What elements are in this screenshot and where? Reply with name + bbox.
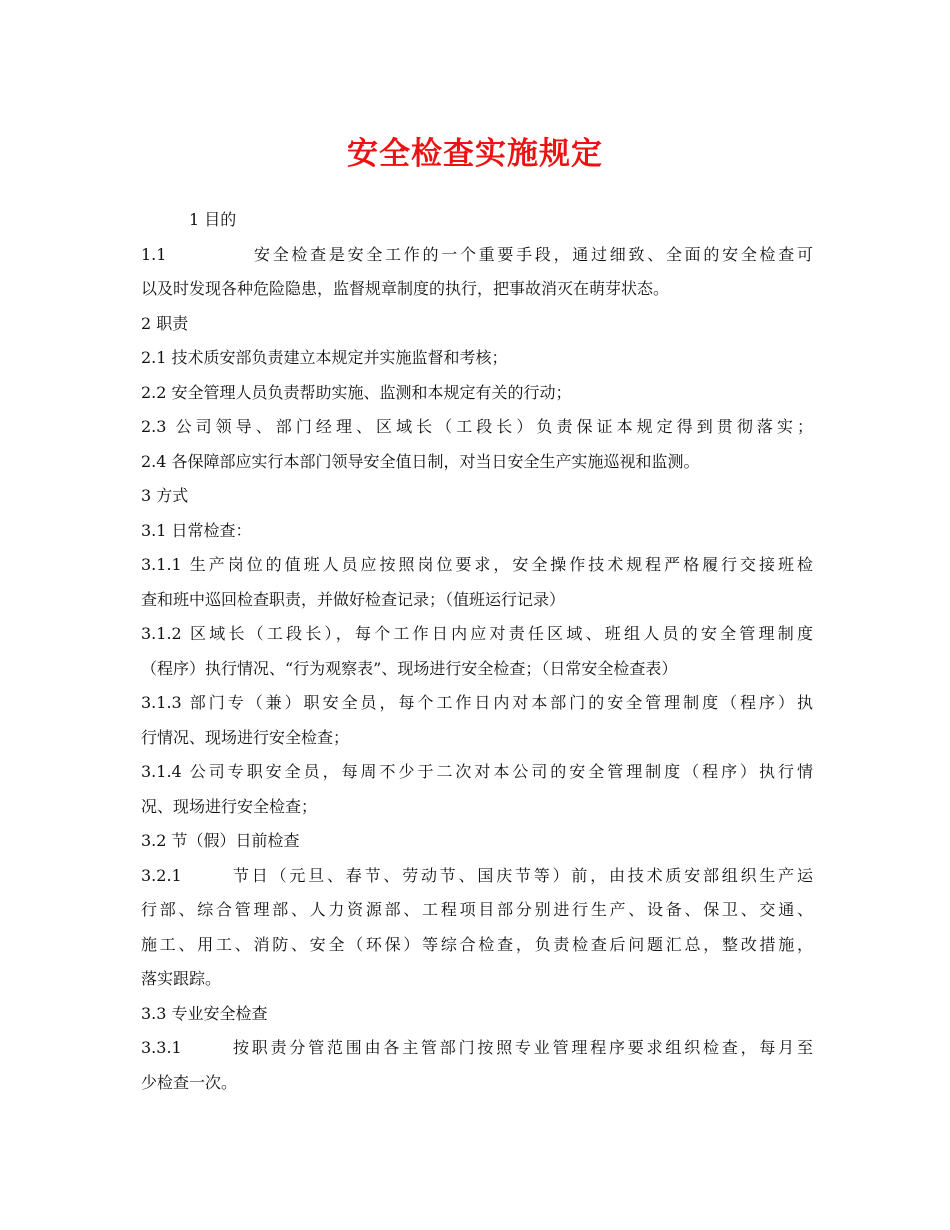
paragraph-line: 行情况、现场进行安全检查； <box>141 727 350 747</box>
section-heading-purpose: 1 目的 <box>189 210 237 229</box>
paragraph-line: 况、现场进行安全检查； <box>141 796 318 816</box>
document-body <box>141 203 813 1100</box>
paragraph-line: 施工、用工、消防、安全（环保）等综合检查，负责检查后问题汇总，整改措施， <box>141 934 813 954</box>
clause-3-1-4: 3.1.4 公司专职安全员，每周不少于二次对本公司的安全管理制度（程序）执行情 <box>141 762 813 781</box>
clause-2-1: 2.1 技术质安部负责建立本规定并实施监督和考核； <box>141 348 508 367</box>
paragraph-line: 落实跟踪。 <box>141 969 222 988</box>
clause-3-1-2: 3.1.2 区域长（工段长），每个工作日内应对责任区域、班组人员的安全管理制度 <box>141 624 813 643</box>
paragraph-line: （程序）执行情况、“行为观察表”、现场进行安全检查；（日常安全检查表） <box>141 658 678 678</box>
clause-3-1-3: 3.1.3 部门专（兼）职安全员，每个工作日内对本部门的安全管理制度（程序）执 <box>141 693 813 712</box>
clause-3-3-1 <box>141 1031 813 1066</box>
document-title: 安全检查实施规定 <box>347 136 603 172</box>
paragraph-line: 查和班中巡回检查职责，并做好检查记录；（值班运行记录） <box>141 589 566 609</box>
clause-3-1-1: 3.1.1 生产岗位的值班人员应按照岗位要求，安全操作技术规程严格履行交接班检 <box>141 555 813 574</box>
clause-2-4: 2.4 各保障部应实行本部门领导安全值日制，对当日安全生产实施巡视和监测。 <box>141 451 700 471</box>
clause-3-2-1 <box>141 859 813 894</box>
section-heading-duties: 2 职责 <box>141 313 189 333</box>
clause-number: 1.1 <box>141 244 167 264</box>
clause-3-3: 3.3 专业安全检查 <box>141 1003 268 1023</box>
section-heading-methods: 3 方式 <box>141 486 189 505</box>
clause-2-2: 2.2 安全管理人员负责帮助实施、监测和本规定有关的行动； <box>141 382 572 402</box>
clause-number: 3.2.1 <box>141 865 182 885</box>
clause-number: 3.3.1 <box>141 1038 182 1057</box>
paragraph-line: 少检查一次。 <box>141 1072 238 1092</box>
clause-3-2: 3.2 节（假）日前检查 <box>141 831 300 850</box>
clause-text: 节日（元旦、春节、劳动节、国庆节等）前，由技术质安部组织生产运 <box>233 865 813 885</box>
clause-text: 安全检查是安全工作的一个重要手段，通过细致、全面的安全检查可 <box>254 244 813 264</box>
clause-1-1 <box>141 238 813 273</box>
paragraph-line: 行部、综合管理部、人力资源部、工程项目部分别进行生产、设备、保卫、交通、 <box>141 900 813 919</box>
clause-text: 按职责分管范围由各主管部门按照专业管理程序要求组织检查，每月至 <box>233 1038 813 1057</box>
paragraph-line: 以及时发现各种危险隐患，监督规章制度的执行，把事故消灭在萌芽状态。 <box>141 279 670 298</box>
clause-2-3: 2.3 公司领导、部门经理、区域长（工段长）负责保证本规定得到贯彻落实； <box>141 417 813 436</box>
clause-3-1: 3.1 日常检查： <box>141 520 252 540</box>
